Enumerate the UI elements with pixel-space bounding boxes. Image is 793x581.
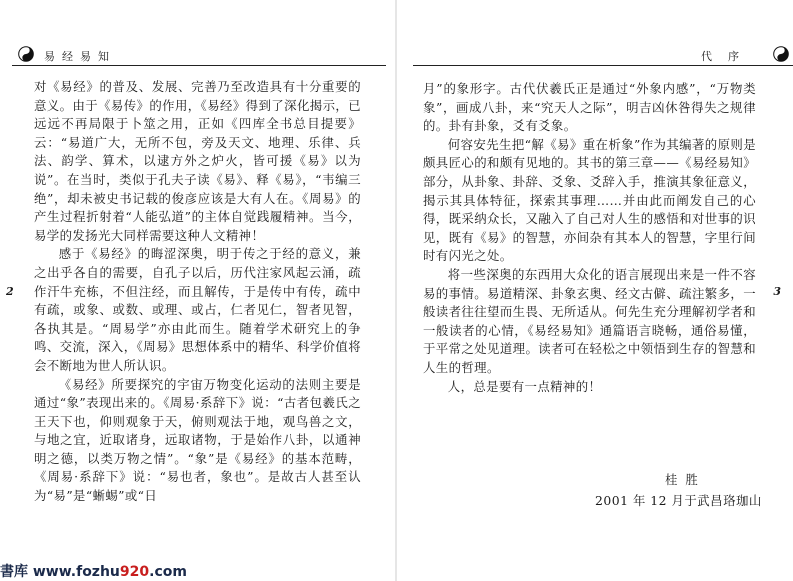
- right-page: [397, 0, 793, 581]
- page-number: 3: [773, 285, 781, 298]
- running-title: 易经易知: [44, 50, 116, 63]
- paragraph: 人，总是要有一点精神的！: [447, 378, 602, 394]
- header-rule: [12, 65, 386, 66]
- paragraph: 何容安先生把“解《易》重在析象”作为其编著的原则是颇具匠心的和颇有见地的。其书的第三章——《易经易知》部分，从卦象、卦辞、爻象、爻辞入手，推演其象征意义，揭示其具体特征，探索其事理……并由此而阐发自己的心得，既采纳众长，又融入了自己对人生的感悟和对世事的识见，既有《易》的智慧，亦间杂有其本人的智慧，字里行间时有闪光之处。: [423, 136, 756, 264]
- watermark-prefix: 書库: [0, 564, 28, 580]
- right-body-text: [423, 80, 756, 396]
- paragraph: 将一些深奥的东西用大众化的语言展现出来是一件不容易的事情。易道精深、卦象玄奥、经文古僻、疏注繁多，一般读者往往望而生畏、无所适从。何先生充分理解初学者和一般读者的心情，《易经易知》通篇语言晓畅，通俗易懂，于平常之处见道理。读者可在轻松之中领悟到生存的智慧和人生的哲理。: [423, 266, 756, 375]
- watermark-url-part1: www.fozhu: [32, 564, 120, 580]
- page-number: 2: [6, 285, 14, 298]
- taiji-icon: [773, 46, 789, 62]
- paragraph: 《易经》所要探究的宇宙万物变化运动的法则主要是通过“象”表现出来的。《周易·系辞下》说：“古者包羲氏之王天下也，仰则观象于天，俯则观法于地，观鸟兽之文，与地之宜，近取诸身，远取诸物，于是始作八卦，以通神明之德，以类万物之情”。“象”是《易经》的基本范畴，《周易·系辞下》说：“易也者，象也”。是故古人甚至认为“易”是“蜥蜴”或“日: [34, 376, 361, 504]
- right-page-header: [413, 46, 793, 66]
- signature-name: 桂胜: [665, 472, 706, 487]
- left-page: [0, 0, 396, 581]
- taiji-icon: [18, 46, 34, 62]
- paragraph: 月”的象形字。古代伏羲氏正是通过“外象内感”，“万物类象”，画成八卦，来“究天人之际”，明吉凶休咎得失之规律的。卦有卦象，爻有爻象。: [423, 81, 756, 134]
- running-title: 代序: [701, 50, 755, 63]
- paragraph: 感于《易经》的晦涩深奥，明于传之于经的意义，兼之出乎各自的需要，自孔子以后，历代注家风起云涌，疏作汗牛充栋，不但注经，而且解传，于是传中有传，疏中有疏，或象、或数、或理、或占，仁者见仁，智者见智，各执其是。“周易学”亦由此而生。随着学术研究上的争鸣、交流，深入，《周易》思想体系中的精华、科学价值将会不断地为世人所认识。: [34, 246, 361, 373]
- paragraph: 对《易经》的普及、发展、完善乃至改造具有十分重要的意义。由于《易传》的作用，《易经》得到了深化揭示，已远远不再局限于卜筮之用，正如《四库全书总目提要》云：“易道广大，无所不包，旁及天文、地理、乐律、兵法、韵学、算术，以逮方外之炉火，皆可援《易》以为说”。在当时，类似于孔夫子读《易》、释《易》，“韦编三绝”，却未被史书记载的俊彦应该是大有人在。《周易》的产生过程折射着“人能弘道”的主体自觉践履精神。当今，易学的发扬光大同样需要这种人文精神！: [34, 79, 361, 243]
- watermark-url-part2: .com: [149, 564, 187, 580]
- watermark: [0, 563, 224, 581]
- left-page-header: [12, 46, 386, 66]
- left-body-text: [34, 78, 361, 506]
- watermark-url-number: 920: [119, 564, 150, 580]
- header-rule: [413, 65, 793, 66]
- signature-date: 2001 年 12 月于武昌珞珈山: [595, 493, 762, 508]
